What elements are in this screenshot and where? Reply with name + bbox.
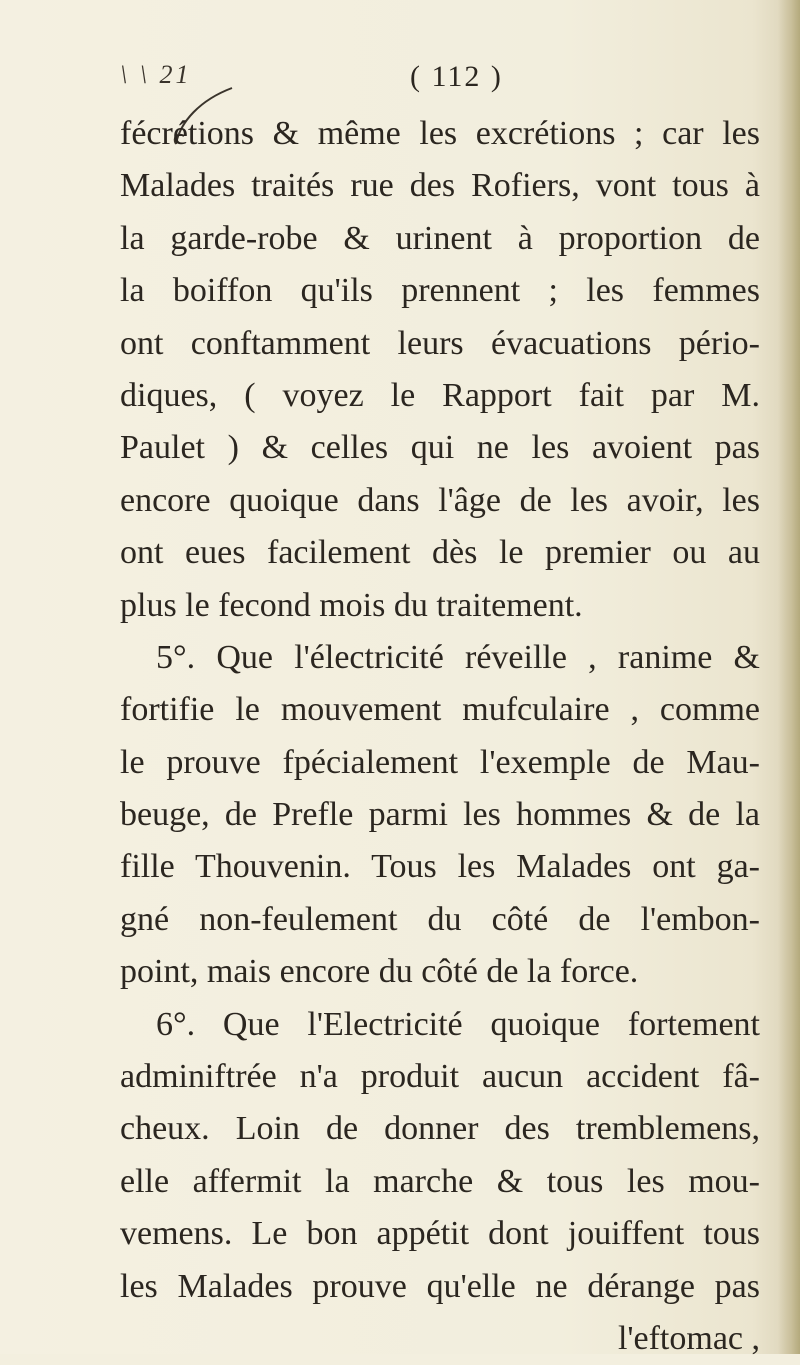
handwritten-note: \ \ 21 — [120, 60, 192, 89]
body-text — [120, 108, 760, 1365]
catchword: l'eftomac , — [617, 1319, 760, 1357]
text-line: la garde-robe & urinent à proportion de — [120, 219, 760, 257]
text-line: cheux. Loin de donner des tremblemens, — [120, 1110, 760, 1148]
text-line-paragraph-start: 5°. Que l'électricité réveille , ranime & — [156, 638, 760, 676]
text-line: la boiffon qu'ils prennent ; les femmes — [120, 272, 760, 310]
text-line-paragraph-start: 6°. Que l'Electricité quoique fortement — [156, 1005, 760, 1043]
text-line: vemens. Le bon appétit dont jouiffent tous — [120, 1215, 760, 1253]
text-line: plus le fecond mois du traitement. — [120, 586, 583, 624]
text-line: ont conftamment leurs évacuations pério- — [120, 324, 760, 362]
text-line: les Malades prouve qu'elle ne dérange pas — [120, 1267, 760, 1305]
text-line: elle affermit la marche & tous les mou- — [120, 1162, 760, 1200]
page-header — [0, 60, 800, 100]
text-line: adminiftrée n'a produit aucun accident fâ- — [120, 1058, 760, 1096]
text-line: beuge, de Prefle parmi les hommes & de la — [120, 796, 760, 834]
text-line: gné non-feulement du côté de l'embon- — [120, 900, 760, 938]
text-line: fortifie le mouvement mufculaire , comme — [120, 691, 760, 729]
text-line: fécrétions & même les excrétions ; car les — [120, 115, 760, 152]
text-line: ont eues facilement dès le premier ou au — [120, 534, 760, 572]
page-number: ( 112 ) — [410, 60, 503, 93]
text-line: le prouve fpécialement l'exemple de Mau- — [120, 743, 760, 781]
text-line: diques, ( voyez le Rapport fait par M. — [120, 376, 760, 414]
text-line: point, mais encore du côté de la force. — [120, 953, 639, 991]
text-line: Malades traités rue des Rofiers, vont tous à — [120, 167, 760, 205]
text-line: Paulet ) & celles qui ne les avoient pas — [120, 429, 760, 467]
text-line: fille Thouvenin. Tous les Malades ont ga- — [120, 848, 760, 886]
text-line: encore quoique dans l'âge de les avoir, les — [120, 481, 760, 519]
page-edge-shadow — [778, 0, 800, 1354]
